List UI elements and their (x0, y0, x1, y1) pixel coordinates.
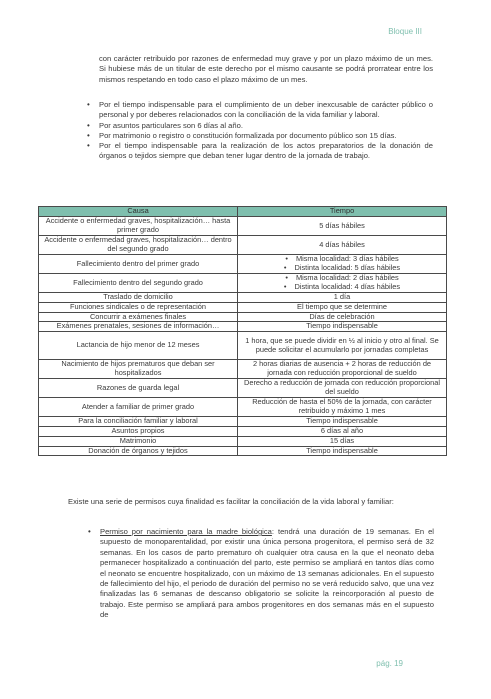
cell-causa: Traslado de domicilio (39, 293, 238, 303)
table-row (39, 417, 447, 427)
list-item: • Distinta localidad: 5 días hábiles (240, 264, 444, 273)
column-header-tiempo: Tiempo (238, 207, 447, 217)
cell-causa: Asuntos propios (39, 426, 238, 436)
table-header-row (39, 207, 447, 217)
cell-tiempo: Días de celebración (238, 312, 447, 322)
permit-text: : tendrá una duración de 19 semanas. En el supuesto de monoparentalidad, por existir una única persona progenitora, el permiso será de 32 semanas. En los casos de parto prematuro oh cualquier otra causa en la que el neonato deba permanecer hospitalizado a continuación del parto, este permiso se ampliará en tantos días como el neonato se encuentre hospitalizado, con un máximo de 13 semanas adicionales. En el supuesto de fallecimiento del hijo, el periodo de duración del permiso no se verá reducido salvo, que una vez finalizadas las 6 semanas de descanso obligatorio se solicite la reincorporación al puesto de trabajo. Este permiso se ampliará para ambos progenitores en dos semanas más en el supuesto de (100, 527, 434, 620)
bullet-list (85, 100, 433, 162)
cell-causa: Para la conciliación familiar y laboral (39, 417, 238, 427)
list-item: • Distinta localidad: 4 días hábiles (240, 283, 444, 292)
cell-tiempo: Tiempo indispensable (238, 322, 447, 332)
section-header: Bloque III (388, 27, 422, 36)
cell-causa: Exámenes prenatales, sesiones de información… (39, 322, 238, 332)
permit-title: Permiso por nacimiento para la madre biológica (100, 527, 272, 536)
table-row (39, 322, 447, 332)
permissions-table (38, 206, 447, 456)
tiempo-list (240, 274, 444, 292)
cell-causa: Lactancia de hijo menor de 12 meses (39, 332, 238, 360)
cell-tiempo: 1 hora, que se puede dividir en ½ al inicio y otro al final. Se puede solicitar el acumularlo por jornadas completas (238, 332, 447, 360)
list-item (86, 527, 434, 621)
cell-causa: Funciones sindicales o de representación (39, 302, 238, 312)
table-row (39, 293, 447, 303)
tiempo-list (240, 255, 444, 273)
conciliation-paragraph: Existe una serie de permisos cuya finalidad es facilitar la conciliación de la vida laboral y familiar: (68, 497, 394, 506)
cell-tiempo: 2 horas diarias de ausencia + 2 horas de reducción de jornada con reducción proporcional de sueldo (238, 360, 447, 379)
cell-causa: Concurrir a exámenes finales (39, 312, 238, 322)
cell-tiempo: Tiempo indispensable (238, 446, 447, 456)
cell-causa: Matrimonio (39, 436, 238, 446)
cell-causa: Donación de órganos y tejidos (39, 446, 238, 456)
table-row (39, 274, 447, 293)
cell-tiempo: 4 días hábiles (238, 236, 447, 255)
list-item: • Por matrimonio o registro o constitución formalizada por documento público son 15 días. (85, 131, 433, 141)
cell-tiempo: 1 día (238, 293, 447, 303)
cell-causa: Fallecimiento dentro del primer grado (39, 255, 238, 274)
table-row (39, 255, 447, 274)
cell-causa: Fallecimiento dentro del segundo grado (39, 274, 238, 293)
cell-tiempo: 6 días al año (238, 426, 447, 436)
cell-tiempo (238, 255, 447, 274)
table-row (39, 332, 447, 360)
cell-tiempo: Tiempo indispensable (238, 417, 447, 427)
list-item: • Por el tiempo indispensable para la realización de los actos preparatorios de la donación de órganos o tejidos siempre que deban tener lugar dentro de la jornada de trabajo. (85, 141, 433, 162)
table-row (39, 302, 447, 312)
table-row (39, 236, 447, 255)
table-row (39, 446, 447, 456)
column-header-causa: Causa (39, 207, 238, 217)
list-item: • Misma localidad: 2 días hábiles (240, 274, 444, 283)
table-row (39, 426, 447, 436)
table-row (39, 217, 447, 236)
list-item: • Por asuntos particulares son 6 días al año. (85, 121, 433, 131)
cell-causa: Razones de guarda legal (39, 379, 238, 398)
cell-causa: Accidente o enfermedad graves, hospitalización… dentro del segundo grado (39, 236, 238, 255)
cell-causa: Accidente o enfermedad graves, hospitalización… hasta primer grado (39, 217, 238, 236)
table-row (39, 398, 447, 417)
intro-paragraph: con carácter retribuido por razones de enfermedad muy grave y por un plazo máximo de un mes. Si hubiese más de un titular de este derecho por el mismo causante se podrá prorratear entre los mismos respetando en todo caso el plazo máximo de un mes. (99, 54, 433, 84)
table-row (39, 379, 447, 398)
conciliation-list (86, 527, 434, 621)
table-row (39, 360, 447, 379)
list-item: • Misma localidad: 3 días hábiles (240, 255, 444, 264)
cell-tiempo (238, 274, 447, 293)
list-item: • Por el tiempo indispensable para el cumplimiento de un deber inexcusable de carácter público o personal y por deberes relacionados con la conciliación de la vida familiar y laboral. (85, 100, 433, 121)
page-number: pág. 19 (376, 659, 403, 668)
cell-tiempo: 5 días hábiles (238, 217, 447, 236)
table-row (39, 436, 447, 446)
cell-tiempo: Reducción de hasta el 50% de la jornada, con carácter retribuido y máximo 1 mes (238, 398, 447, 417)
cell-causa: Atender a familiar de primer grado (39, 398, 238, 417)
cell-causa: Nacimiento de hijos prematuros que deban ser hospitalizados (39, 360, 238, 379)
cell-tiempo: El tiempo que se determine (238, 302, 447, 312)
cell-tiempo: 15 días (238, 436, 447, 446)
cell-tiempo: Derecho a reducción de jornada con reducción proporcional del sueldo (238, 379, 447, 398)
